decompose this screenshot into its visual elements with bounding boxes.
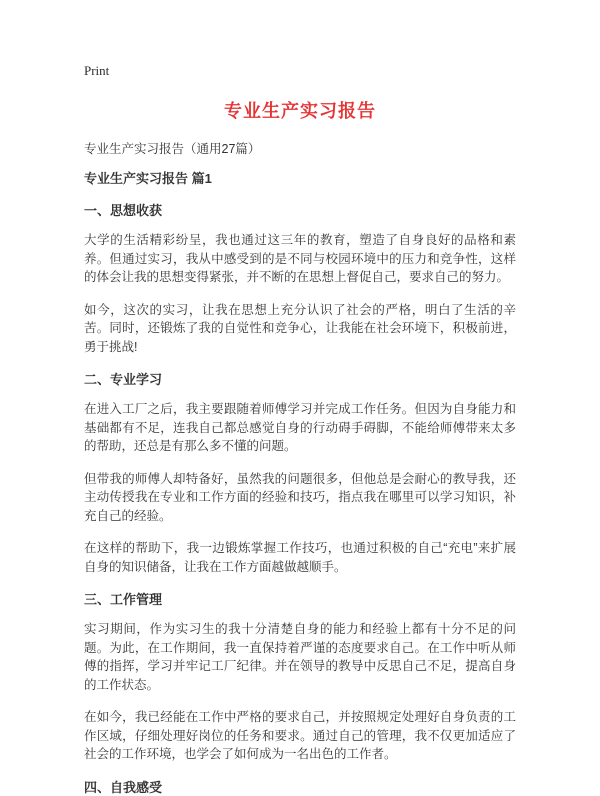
section-heading: 二、专业学习 [84, 372, 163, 387]
paragraph: 在这样的帮助下，我一边锻炼掌握工作技巧，也通过积极的自己“充电”来扩展自身的知识储备，让我在工作方面越做越顺手。 [84, 541, 516, 574]
doc-subtitle: 专业生产实习报告（通用27篇） [84, 142, 261, 156]
paragraph: 但带我的师傅人却特备好，虽然我的问题很多，但他总是会耐心的教导我，还主动传授我在专业和工作方面的经验和技巧，指点我在哪里可以学习知识，补充自己的经验。 [84, 471, 516, 523]
paragraph: 在进入工厂之后，我主要跟随着师傅学习并完成工作任务。但因为自身能力和基础都有不足，连我自己都总感觉自身的行动碍手碍脚，不能给师傅带来太多的帮助，还总是有那么多不懂的问题。 [84, 402, 516, 453]
paragraph: 在如今，我已经能在工作中严格的要求自己，并按照规定处理好自身负责的工作区域，仔细处理好岗位的任务和要求。通过自己的管理，我不仅更加适应了社会的工作环境，也学会了如何成为一名出色的工作者。 [84, 710, 516, 761]
section-heading: 一、思想收获 [84, 203, 163, 218]
piece-heading: 专业生产实习报告 篇1 [84, 171, 212, 186]
article-body [84, 202, 516, 796]
section-heading: 四、自我感受 [84, 779, 163, 795]
paragraph: 实习期间，作为实习生的我十分清楚自身的能力和经验上都有十分不足的问题。为此，在工作期间，我一直保持着严谨的态度要求自己。在工作中听从师傅的指挥，学习并牢记工厂纪律。并在领导的教导中反思自己不足，提高自身的工作状态。 [84, 622, 516, 692]
page-title: 专业生产实习报告 [224, 101, 376, 121]
paragraph: 如今，这次的实习，让我在思想上充分认识了社会的严格，明白了生活的辛苦。同时，还锻炼了我的自觉性和竞争心，让我能在社会环境下，积极前进，勇于挑战! [84, 302, 516, 354]
paragraph: 大学的生活精彩纷呈，我也通过这三年的教育，塑造了自身良好的品格和素养。但通过实习，我从中感受到的是不同与校园环境中的压力和竞争性，这样的体会让我的思想变得紧张，并不断的在思想上督促自己，要求自己的努力。 [84, 233, 516, 284]
print-link[interactable]: Print [84, 63, 110, 78]
section-heading: 三、工作管理 [84, 592, 163, 607]
